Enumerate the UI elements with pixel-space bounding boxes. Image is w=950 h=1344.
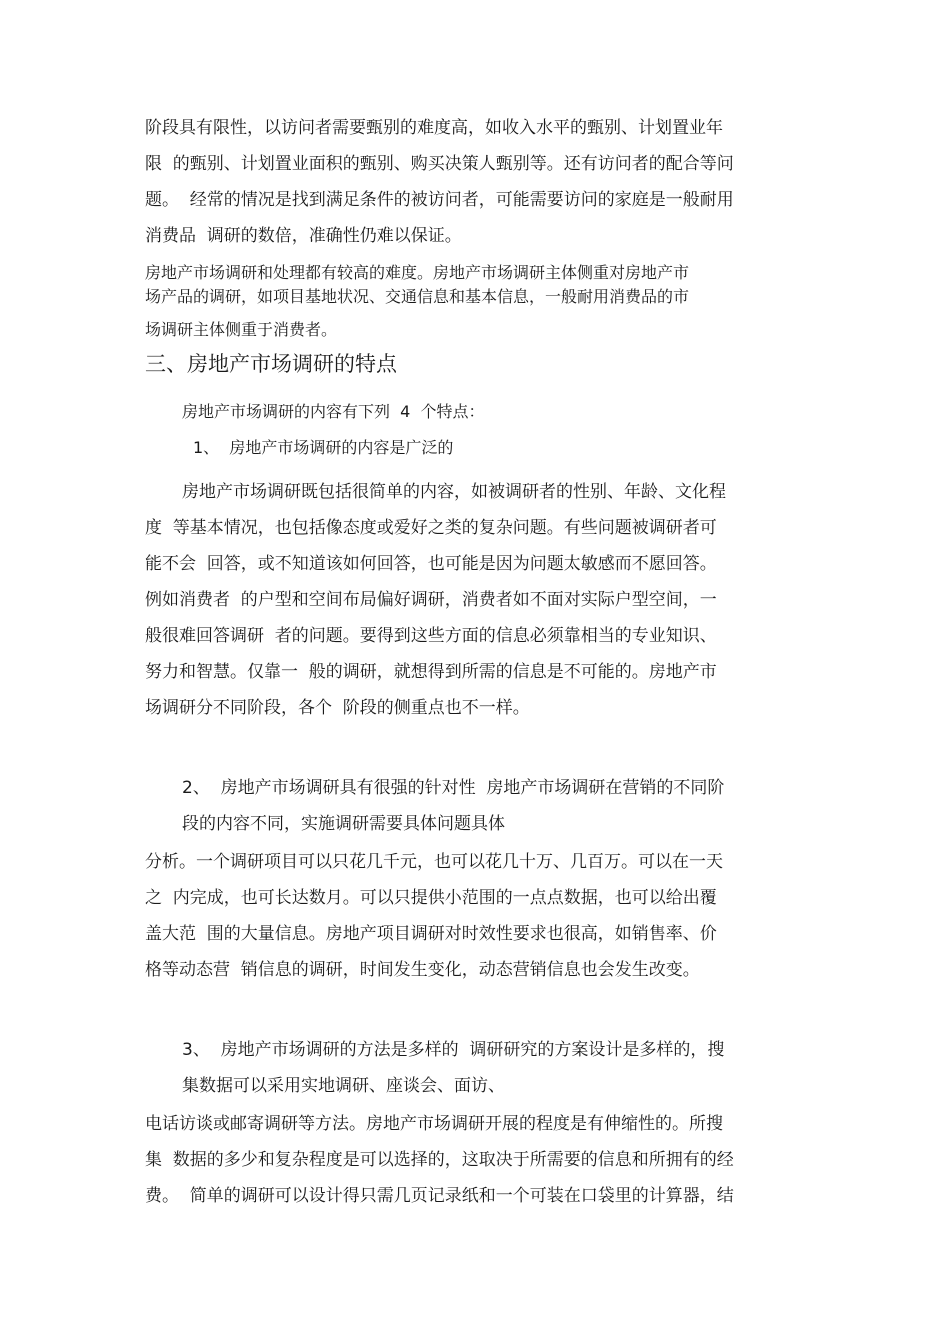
paragraph-line: 房地产市场调研既包括很简单的内容，如被调研者的性别、年龄、文化程 — [182, 482, 726, 502]
paragraph-line: 阶段具有限性，以访问者需要甄别的难度高，如收入水平的甄别、计划置业年 — [145, 118, 723, 138]
intro-text: 房地产市场调研的内容有下列 4 个特点： — [182, 402, 485, 421]
paragraph-line: 集 数据的多少和复杂程度是可以选择的，这取决于所需要的信息和所拥有的经 — [145, 1150, 734, 1170]
paragraph-line: 场调研分不同阶段，各个 阶段的侧重点也不一样。 — [145, 698, 530, 718]
paragraph-line: 盖大范 围的大量信息。房地产项目调研对时效性要求也很高，如销售率、价 — [145, 924, 717, 944]
paragraph-line: 分析。一个调研项目可以只花几千元，也可以花几十万、几百万。可以在一天 — [145, 852, 723, 872]
paragraph-line: 场产品的调研，如项目基地状况、交通信息和基本信息，一般耐用消费品的市 — [145, 287, 690, 306]
paragraph-line: 房地产市场调研和处理都有较高的难度。房地产市场调研主体侧重对房地产市 — [145, 263, 690, 282]
paragraph-line: 格等动态营 销信息的调研，时间发生变化，动态营销信息也会发生改变。 — [145, 960, 700, 980]
item-title: 2、 房地产市场调研具有很强的针对性 房地产市场调研在营销的不同阶 — [182, 778, 725, 798]
paragraph-line: 费。 简单的调研可以设计得只需几页记录纸和一个可装在口袋里的计算器，结 — [145, 1186, 734, 1206]
section-heading: 三、房地产市场调研的特点 — [145, 352, 397, 376]
paragraph-line: 消费品 调研的数倍，准确性仍难以保证。 — [145, 226, 462, 246]
item-title: 1、 房地产市场调研的内容是广泛的 — [193, 438, 454, 457]
item-title: 集数据可以采用实地调研、座谈会、面访、 — [182, 1076, 505, 1096]
paragraph-line: 限 的甄别、计划置业面积的甄别、购买决策人甄别等。还有访问者的配合等问 — [145, 154, 734, 174]
paragraph-line: 度 等基本情况，也包括像态度或爱好之类的复杂问题。有些问题被调研者可 — [145, 518, 717, 538]
paragraph-line: 电话访谈或邮寄调研等方法。房地产市场调研开展的程度是有伸缩性的。所搜 — [145, 1114, 723, 1134]
paragraph-line: 例如消费者 的户型和空间布局偏好调研，消费者如不面对实际户型空间，一 — [145, 590, 717, 610]
paragraph-line: 题。 经常的情况是找到满足条件的被访问者，可能需要访问的家庭是一般耐用 — [145, 190, 734, 210]
item-title: 3、 房地产市场调研的方法是多样的 调研研究的方案设计是多样的，搜 — [182, 1040, 725, 1060]
paragraph-line: 能不会 回答，或不知道该如何回答，也可能是因为问题太敏感而不愿回答。 — [145, 554, 717, 574]
paragraph-line: 之 内完成，也可长达数月。可以只提供小范围的一点点数据，也可以给出覆 — [145, 888, 717, 908]
paragraph-line: 努力和智慧。仅靠一 般的调研，就想得到所需的信息是不可能的。房地产市 — [145, 662, 717, 682]
paragraph-line: 场调研主体侧重于消费者。 — [145, 320, 338, 339]
paragraph-line: 般很难回答调研 者的问题。要得到这些方面的信息必须靠相当的专业知识、 — [145, 626, 717, 646]
item-title: 段的内容不同，实施调研需要具体问题具体 — [182, 814, 505, 834]
